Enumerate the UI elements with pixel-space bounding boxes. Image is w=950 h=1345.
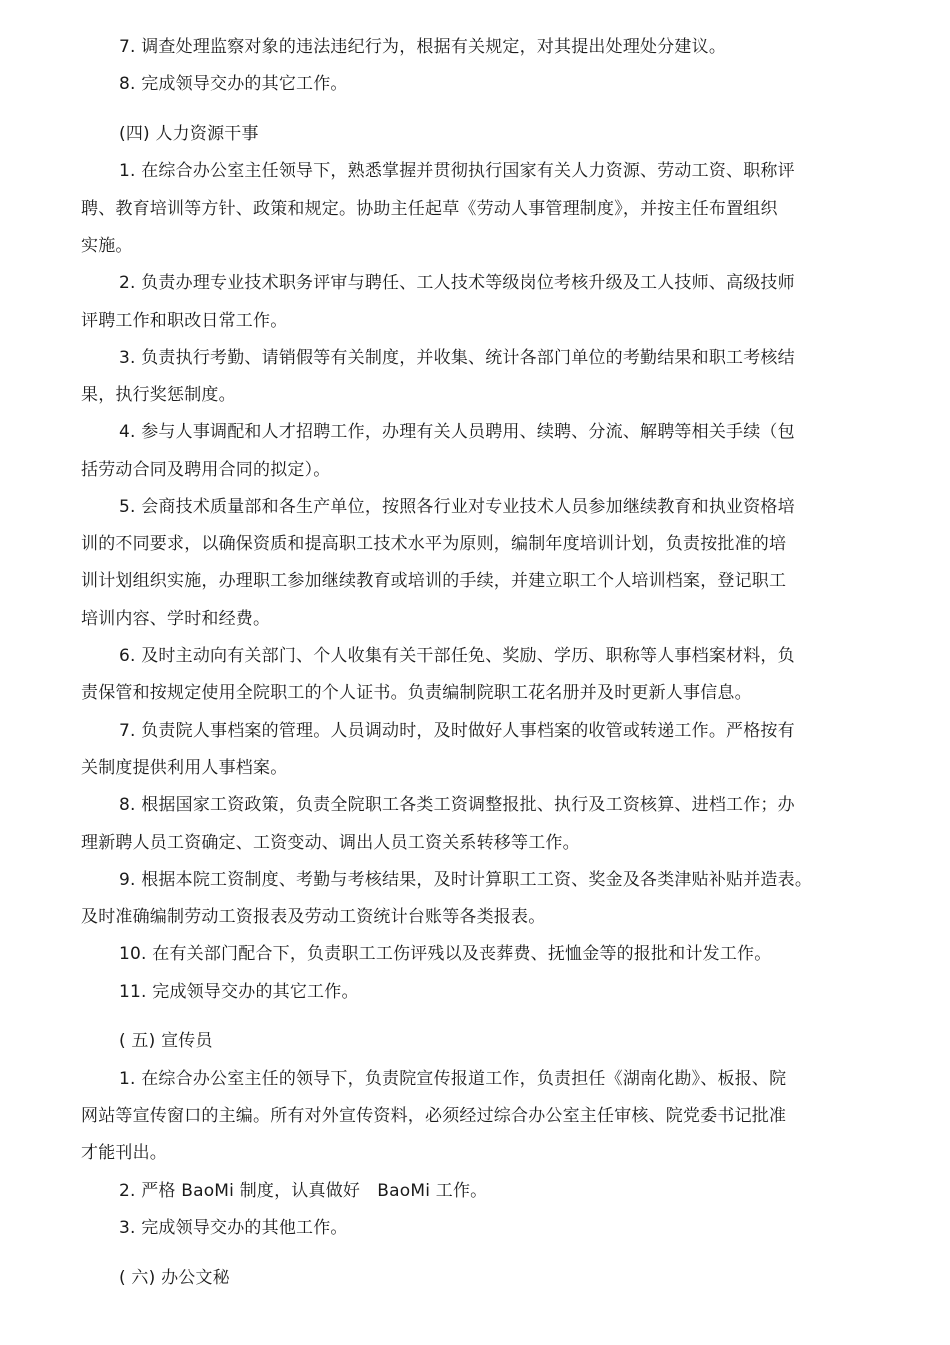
- text-line: 10. 在有关部门配合下，负责职工工伤评残以及丧葬费、抚恤金等的报批和计发工作。: [119, 944, 772, 964]
- section-heading: (四) 人力资源干事: [119, 124, 259, 144]
- text-line: 实施。: [81, 236, 133, 256]
- text-line: 8. 根据国家工资政策，负责全院职工各类工资调整报批、执行及工资核算、进档工作；办: [119, 795, 795, 815]
- text-line: 果，执行奖惩制度。: [81, 385, 236, 405]
- text-line: 才能刊出。: [81, 1143, 167, 1163]
- text-line: 2. 严格 BaoMi 制度，认真做好 BaoMi 工作。: [119, 1181, 488, 1201]
- text-line: 4. 参与人事调配和人才招聘工作，办理有关人员聘用、续聘、分流、解聘等相关手续（包: [119, 422, 795, 442]
- text-line: 9. 根据本院工资制度、考勤与考核结果，及时计算职工工资、奖金及各类津贴补贴并造表。: [119, 870, 813, 890]
- text-line: 聘、教育培训等方针、政策和规定。协助主任起草《劳动人事管理制度》，并按主任布置组织: [81, 199, 778, 219]
- text-line: 括劳动合同及聘用合同的拟定）。: [81, 460, 331, 480]
- text-line: 训的不同要求，以确保资质和提高职工技术水平为原则，编制年度培训计划，负责按批准的培: [81, 534, 787, 554]
- text-line: 3. 完成领导交办的其他工作。: [119, 1218, 348, 1238]
- text-line: 培训内容、学时和经费。: [81, 609, 271, 629]
- text-line: 理新聘人员工资确定、工资变动、调出人员工资关系转移等工作。: [81, 833, 580, 853]
- section-heading: ( 六) 办公文秘: [119, 1268, 230, 1288]
- text-line: 8. 完成领导交办的其它工作。: [119, 74, 348, 94]
- text-line: 1. 在综合办公室主任领导下，熟悉掌握并贯彻执行国家有关人力资源、劳动工资、职称评: [119, 161, 795, 181]
- text-line: 网站等宣传窗口的主编。所有对外宣传资料，必须经过综合办公室主任审核、院党委书记批准: [81, 1106, 787, 1126]
- text-line: 2. 负责办理专业技术职务评审与聘任、工人技术等级岗位考核升级及工人技师、高级技师: [119, 273, 795, 293]
- text-line: 及时准确编制劳动工资报表及劳动工资统计台账等各类报表。: [81, 907, 546, 927]
- text-line: 训计划组织实施，办理职工参加继续教育或培训的手续，并建立职工个人培训档案，登记职工: [81, 571, 787, 591]
- text-line: 1. 在综合办公室主任的领导下，负责院宣传报道工作，负责担任《湖南化勘》、板报、院: [119, 1069, 787, 1089]
- text-line: 关制度提供利用人事档案。: [81, 758, 288, 778]
- text-line: 6. 及时主动向有关部门、个人收集有关干部任免、奖励、学历、职称等人事档案材料，负: [119, 646, 795, 666]
- text-line: 5. 会商技术质量部和各生产单位，按照各行业对专业技术人员参加继续教育和执业资格培: [119, 497, 795, 517]
- text-line: 11. 完成领导交办的其它工作。: [119, 982, 359, 1002]
- text-line: 7. 负责院人事档案的管理。人员调动时，及时做好人事档案的收管或转递工作。严格按有: [119, 721, 795, 741]
- text-line: 责保管和按规定使用全院职工的个人证书。负责编制院职工花名册并及时更新人事信息。: [81, 683, 752, 703]
- text-line: 3. 负责执行考勤、请销假等有关制度，并收集、统计各部门单位的考勤结果和职工考核结: [119, 348, 795, 368]
- text-line: 评聘工作和职改日常工作。: [81, 311, 288, 331]
- text-line: 7. 调查处理监察对象的违法违纪行为，根据有关规定，对其提出处理处分建议。: [119, 37, 727, 57]
- section-heading: ( 五) 宣传员: [119, 1031, 213, 1051]
